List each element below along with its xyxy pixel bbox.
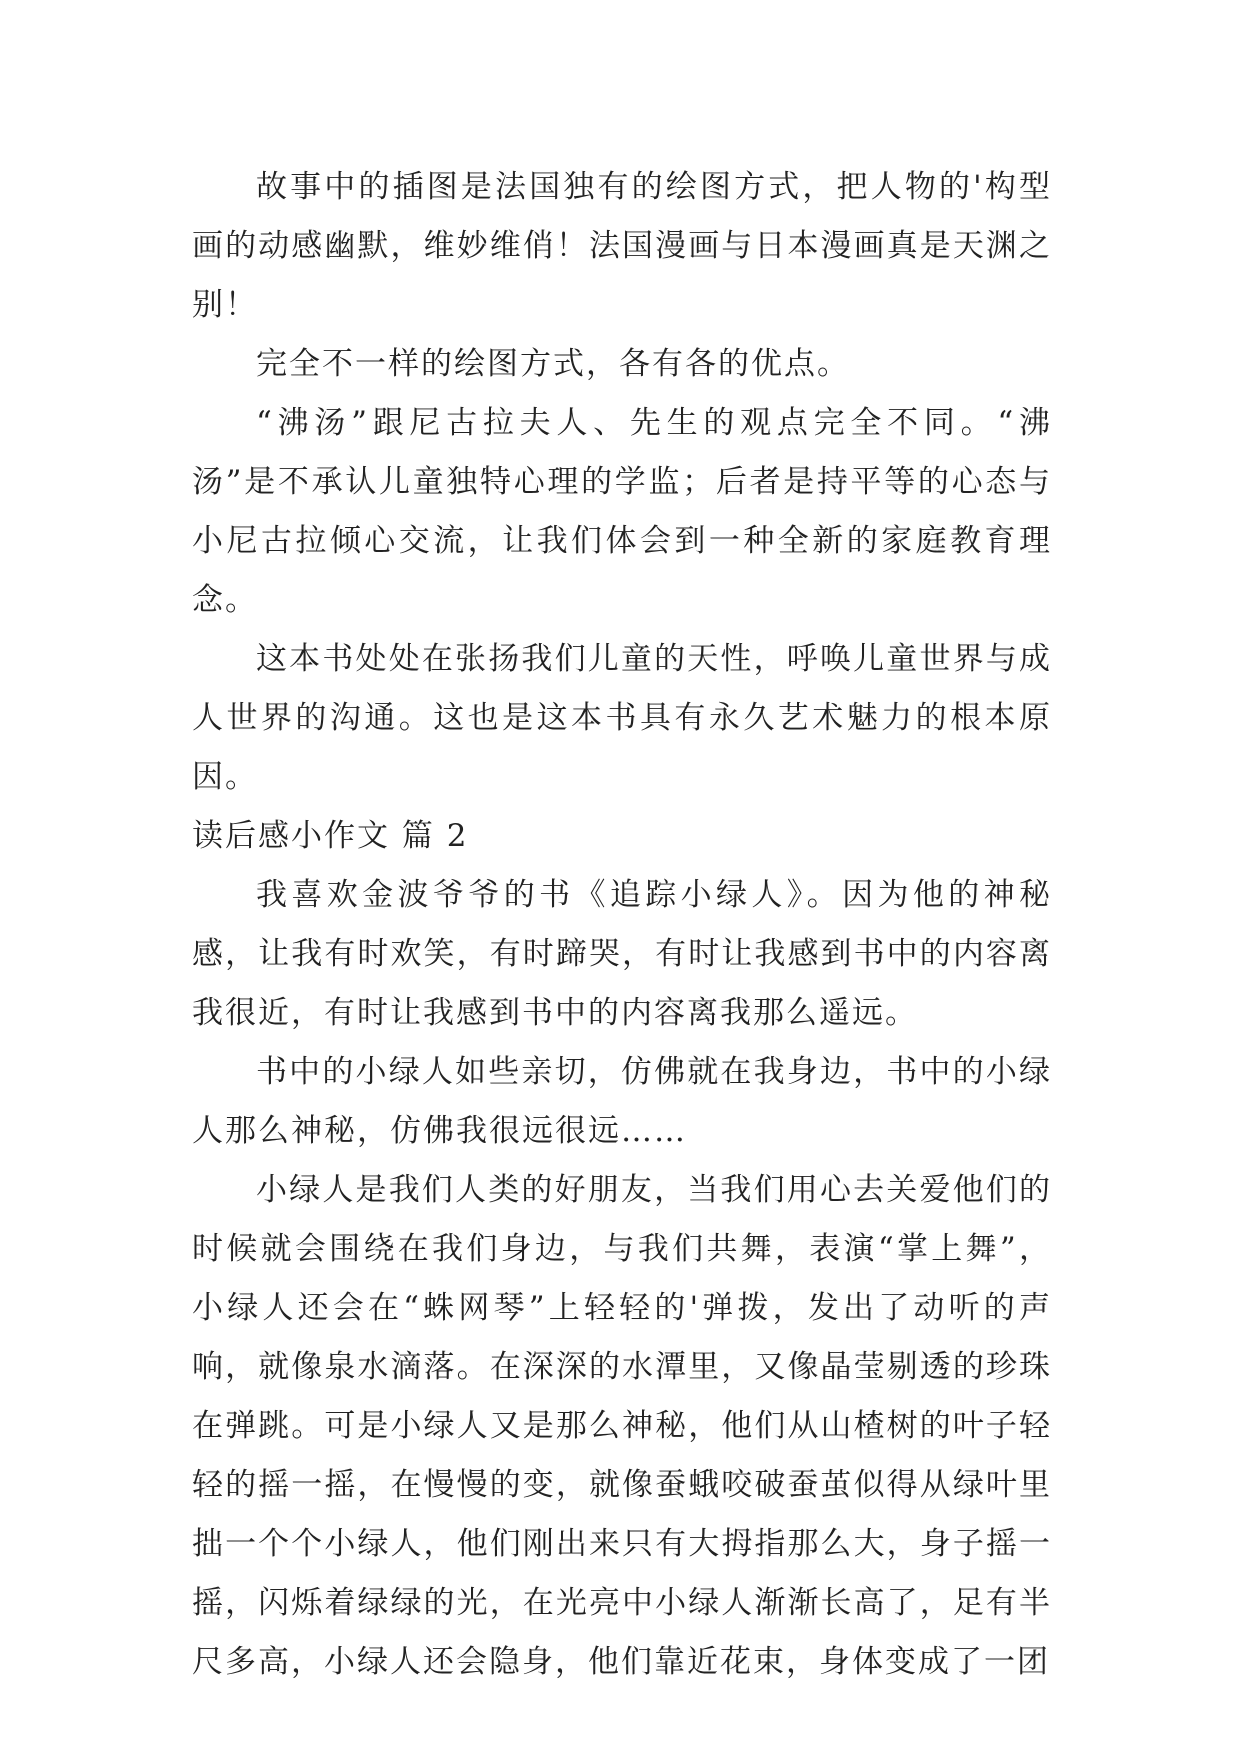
paragraph-green-people-friends: 小绿人是我们人类的好朋友，当我们用心去关爱他们的时候就会围绕在我们身边，与我们共舞，表演“掌上舞”，小绿人还会在“蛛网琴”上轻轻的'弹拨，发出了动听的声响，就像泉水滴落。在深深的水潭里，又像晶莹剔透的珍珠在弹跳。可是小绿人又是那么神秘，他们从山楂树的叶子轻轻的摇一摇，在慢慢的变，就像蚕蛾咬破蚕茧似得从绿叶里拙一个个小绿人，他们刚出来只有大拇指那么大，身子摇一摇，闪烁着绿绿的光，在光亮中小绿人渐渐长高了，足有半尺多高，小绿人还会隐身，他们靠近花束，身体变成了一团 [192,1172,1052,1680]
paragraph-green-people-intimate: 书中的小绿人如些亲切，仿佛就在我身边，书中的小绿人那么神秘，仿佛我很远很远…… [192,1054,1052,1149]
document-body [192,158,1052,1692]
paragraph-tracking-green-people: 我喜欢金波爷爷的书《追踪小绿人》。因为他的神秘感，让我有时欢笑，有时蹄哭，有时让我感到书中的内容离我很近，有时让我感到书中的内容离我那么遥远。 [192,877,1052,1031]
paragraph-book-charm: 这本书处处在张扬我们儿童的天性，呼唤儿童世界与成人世界的沟通。这也是这本书具有永久艺术魅力的根本原因。 [192,641,1052,795]
section-heading: 读后感小作文 篇 2 [192,818,469,854]
paragraph-drawing-methods: 完全不一样的绘图方式，各有各的优点。 [256,346,850,382]
paragraph-futang-views: “沸汤”跟尼古拉夫人、先生的观点完全不同。“沸汤”是不承认儿童独特心理的学监；后者是持平等的心态与小尼古拉倾心交流，让我们体会到一种全新的家庭教育理念。 [192,405,1052,618]
paragraph-illustration-style: 故事中的插图是法国独有的绘图方式，把人物的'构型画的动感幽默，维妙维俏！法国漫画与日本漫画真是天渊之别！ [192,169,1052,323]
